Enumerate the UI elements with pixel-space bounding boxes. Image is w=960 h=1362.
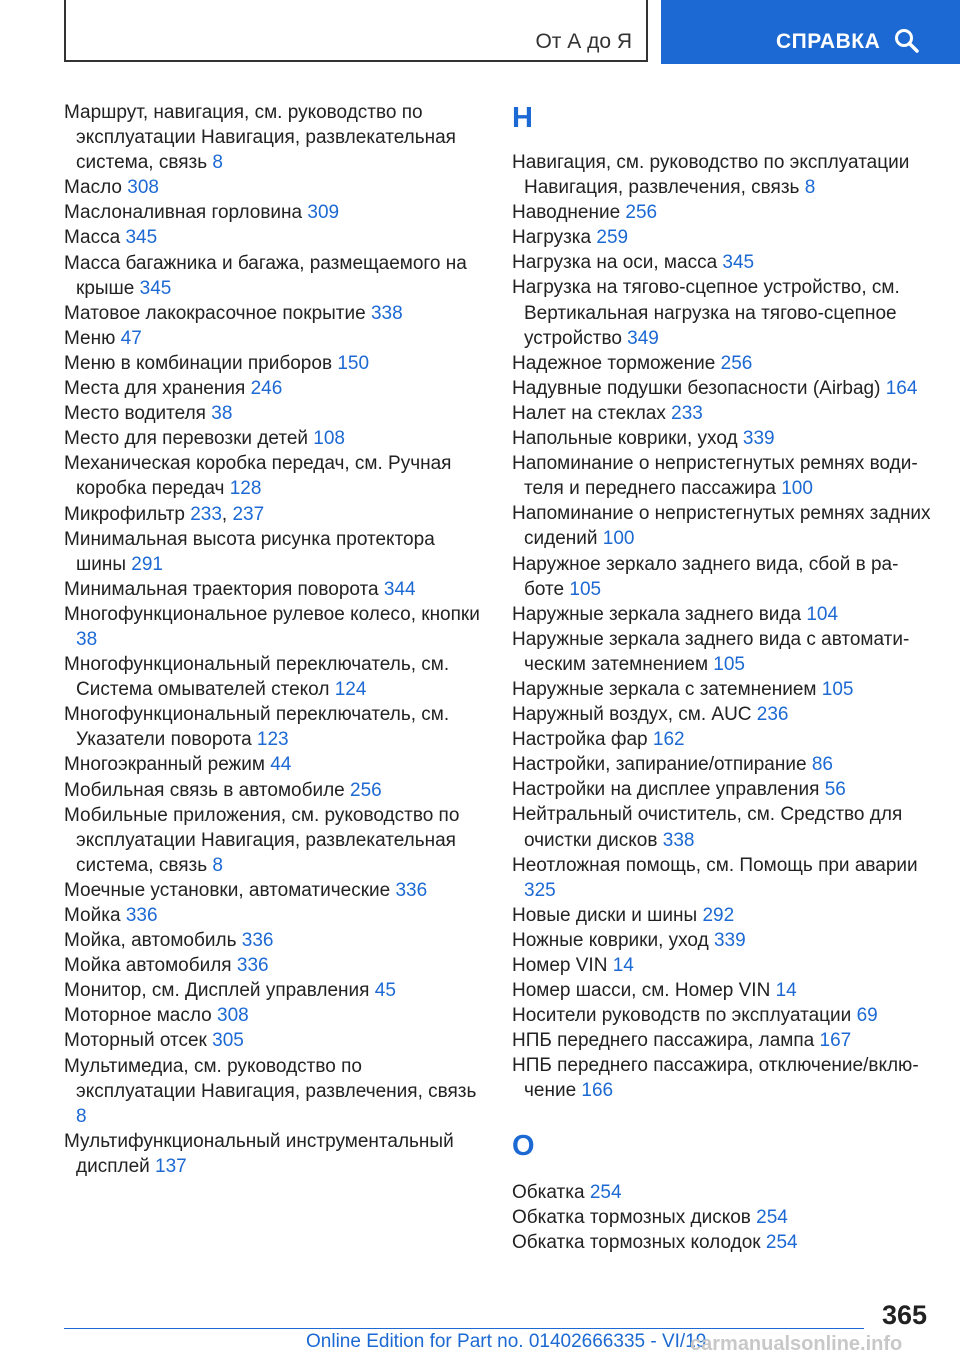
index-entry-text: Место для перевозки детей bbox=[64, 428, 309, 450]
help-tab[interactable] bbox=[661, 0, 960, 64]
index-entry-text: Наружный воздух, см. AUC bbox=[512, 704, 752, 726]
index-entry bbox=[512, 250, 932, 275]
index-entry bbox=[512, 1003, 932, 1028]
index-entry bbox=[512, 752, 932, 777]
page-link[interactable]: 86 bbox=[811, 754, 833, 776]
index-entry-text: Меню в комбинации приборов bbox=[64, 352, 333, 374]
page-link[interactable]: 246 bbox=[250, 378, 283, 400]
index-entry-text: Наружные зеркала с затемнением bbox=[512, 678, 817, 700]
index-entry bbox=[512, 275, 932, 350]
edition-footer: Online Edition for Part no. 01402666335 - VI/19 bbox=[306, 1331, 707, 1352]
index-entry bbox=[64, 702, 484, 752]
page-link[interactable]: 137 bbox=[155, 1155, 187, 1177]
index-entry bbox=[64, 301, 484, 326]
index-entry-text: Номер шасси, см. Номер VIN bbox=[512, 980, 771, 1002]
index-entry bbox=[512, 1053, 932, 1103]
index-entry-text: Неотложная помощь, см. Помощь при аварии bbox=[512, 854, 918, 876]
index-entry bbox=[64, 928, 484, 953]
section-letter-o: О bbox=[512, 1129, 535, 1162]
index-entry-text: Напоминание о непристегнутых ремнях водителя и переднего пассажира bbox=[512, 453, 918, 500]
page-link[interactable]: 108 bbox=[313, 428, 345, 450]
index-entry bbox=[512, 928, 932, 953]
page-link[interactable]: 105 bbox=[713, 653, 745, 675]
index-entry-text: Навигация, см. руководство по эксплуатации Навигация, развлечения, связь bbox=[512, 152, 910, 199]
index-column-left bbox=[64, 100, 484, 1179]
page-link[interactable]: 336 bbox=[125, 905, 158, 926]
search-icon[interactable] bbox=[894, 28, 920, 54]
page-link[interactable]: 338 bbox=[662, 829, 695, 851]
index-entry-text: Мультифункциональный инструментальный дисплей bbox=[64, 1130, 454, 1177]
page-link[interactable]: 44 bbox=[270, 754, 292, 776]
index-entry bbox=[512, 1205, 932, 1230]
index-entry-text: Настройка фар bbox=[512, 729, 648, 751]
index-entry bbox=[512, 802, 932, 852]
index-entry-text: Моторное масло bbox=[64, 1005, 212, 1027]
index-entry bbox=[512, 727, 932, 752]
index-entry-text: Мультимедиа, см. руководство по эксплуатации Навигация, развлечения, связь bbox=[64, 1055, 477, 1102]
page-link[interactable]: 45 bbox=[374, 980, 396, 1002]
index-entry bbox=[64, 1028, 484, 1053]
index-entry-text: Мобильная связь в автомобиле bbox=[64, 779, 345, 801]
index-entry-text: Многоэкранный режим bbox=[64, 754, 265, 776]
index-entry-text: Обкатка тормозных дисков bbox=[512, 1206, 751, 1228]
page-link[interactable]: 254 bbox=[589, 1181, 622, 1203]
index-entry bbox=[64, 251, 484, 301]
index-entry-text: Многофункциональное рулевое колесо, кнопки bbox=[64, 603, 480, 625]
index-entry-text: Моечные установки, автоматические bbox=[64, 879, 391, 901]
page-link[interactable]: 325 bbox=[524, 879, 556, 901]
index-entry-text: Мойка, автомобиль bbox=[64, 930, 237, 952]
index-entry bbox=[64, 803, 484, 878]
index-entry-text: Нагрузка на оси, масса bbox=[512, 252, 718, 274]
page-link[interactable]: 124 bbox=[334, 679, 367, 701]
index-entry bbox=[512, 953, 932, 978]
index-entry bbox=[512, 1028, 932, 1053]
index-entry-text: Настройки, запирание/отпирание bbox=[512, 754, 807, 776]
index-entry-text: Место водителя bbox=[64, 403, 206, 425]
index-entry bbox=[512, 702, 932, 727]
index-entry-text: Мойка bbox=[64, 905, 121, 926]
page-link[interactable]: 339 bbox=[713, 929, 746, 951]
index-entry-text: Ножные коврики, уход bbox=[512, 929, 709, 951]
index-entry bbox=[512, 451, 932, 501]
index-entry bbox=[64, 326, 484, 351]
index-entry-text: Номер VIN bbox=[512, 955, 608, 976]
index-entry bbox=[64, 903, 484, 928]
page-link[interactable]: 345 bbox=[125, 227, 158, 249]
index-entry-text: Моторный отсек bbox=[64, 1030, 207, 1052]
page-link[interactable]: 254 bbox=[756, 1206, 788, 1228]
page-link[interactable]: 236 bbox=[756, 704, 789, 726]
section-letter-n: Н bbox=[512, 102, 533, 134]
page-link[interactable]: 338 bbox=[370, 302, 403, 324]
index-entry bbox=[512, 351, 932, 376]
index-entry-text: Налет на стеклах bbox=[512, 402, 666, 424]
index-entry bbox=[512, 1180, 932, 1205]
index-entry bbox=[512, 903, 932, 928]
index-entry-text: Нейтральный очиститель, см. Средство для очистки дисков bbox=[512, 804, 903, 851]
index-entry bbox=[64, 752, 484, 777]
page-link[interactable]: 233 bbox=[190, 503, 222, 525]
index-entry bbox=[64, 451, 484, 501]
index-entry-text: Масло bbox=[64, 177, 122, 199]
index-entry-text: Надувные подушки безопасности (Airbag) bbox=[512, 377, 881, 399]
index-entry bbox=[64, 200, 484, 225]
index-entry-text: Монитор, см. Дисплей управления bbox=[64, 980, 370, 1002]
page-link[interactable]: 8 bbox=[212, 854, 223, 876]
page-link[interactable]: 349 bbox=[627, 327, 659, 349]
index-entry bbox=[64, 426, 484, 451]
page-link[interactable]: 336 bbox=[395, 879, 428, 901]
page-link[interactable]: 309 bbox=[307, 202, 340, 224]
page-link[interactable]: 259 bbox=[596, 227, 629, 249]
index-entry-text: Матовое лакокрасочное покрытие bbox=[64, 302, 366, 324]
index-entry-text: Надежное торможение bbox=[512, 352, 716, 374]
index-entry bbox=[64, 778, 484, 803]
page-link[interactable]: 339 bbox=[742, 428, 775, 450]
index-entry-text: Микрофильтр bbox=[64, 503, 185, 525]
page-link[interactable]: 8 bbox=[76, 1105, 87, 1127]
page-link[interactable]: 254 bbox=[765, 1231, 798, 1253]
index-entry-text: Маслоналивная горловина bbox=[64, 202, 303, 224]
page-link[interactable]: 105 bbox=[821, 678, 854, 700]
index-entry bbox=[512, 677, 932, 702]
page-link[interactable]: 8 bbox=[804, 177, 816, 199]
page-link[interactable]: 14 bbox=[612, 955, 634, 976]
page-link[interactable]: 69 bbox=[856, 1005, 878, 1027]
page-link[interactable]: 336 bbox=[241, 930, 274, 952]
page-link[interactable]: 308 bbox=[127, 177, 159, 199]
index-entry-text: Минимальная высота рисунка протектора шины bbox=[64, 528, 435, 575]
page-link[interactable]: 291 bbox=[131, 553, 163, 575]
index-entry bbox=[64, 878, 484, 903]
page-link[interactable]: 100 bbox=[602, 528, 635, 550]
index-tab[interactable] bbox=[64, 0, 648, 62]
index-entry: Микрофильтр 233, 237 bbox=[64, 503, 265, 525]
index-entry bbox=[64, 1129, 484, 1179]
page-link[interactable]: 256 bbox=[720, 352, 753, 374]
index-entry-text: НПБ переднего пассажира, лампа bbox=[512, 1030, 815, 1052]
index-entry-text: Наружные зеркала заднего вида bbox=[512, 603, 802, 625]
footer-divider bbox=[64, 1328, 864, 1329]
page-number: 365 bbox=[881, 1300, 927, 1330]
page-link[interactable]: 8 bbox=[212, 152, 223, 174]
page-link[interactable]: 14 bbox=[775, 980, 797, 1002]
page-link[interactable]: 104 bbox=[806, 603, 839, 625]
index-entry bbox=[64, 401, 484, 426]
page-link[interactable]: 336 bbox=[236, 955, 269, 977]
page-link[interactable]: 344 bbox=[383, 578, 416, 600]
index-entry bbox=[512, 401, 932, 426]
index-entry-text: Наводнение bbox=[512, 202, 621, 224]
index-entry bbox=[512, 777, 932, 802]
index-entry-text: Маршрут, навигация, см. руководство по эксплуатации Навигация, развлекательная система, связь bbox=[64, 102, 456, 174]
index-entry-text: Мойка автомобиля bbox=[64, 955, 232, 977]
index-entry-text: Механическая коробка передач, см. Ручная коробка передач bbox=[64, 453, 452, 500]
index-entry-text: Места для хранения bbox=[64, 378, 246, 400]
page-link[interactable]: 305 bbox=[212, 1030, 244, 1052]
index-entry bbox=[64, 1003, 484, 1028]
index-entry-text: Наружные зеркала заднего вида с автоматическим затемнением bbox=[512, 628, 910, 675]
index-entry bbox=[64, 376, 484, 401]
page-link[interactable]: 345 bbox=[139, 277, 172, 299]
index-entry bbox=[64, 953, 484, 978]
watermark: carmanualsonline.info bbox=[690, 1333, 903, 1355]
index-entry bbox=[512, 602, 932, 627]
page-link[interactable]: 166 bbox=[581, 1080, 614, 1102]
index-entry-text: Напольные коврики, уход bbox=[512, 428, 738, 450]
page-link[interactable]: 123 bbox=[256, 729, 289, 751]
index-entry bbox=[64, 100, 484, 175]
index-entry-text: Мобильные приложения, см. руководство по эксплуатации Навигация, развлекательная система, связь bbox=[64, 804, 460, 876]
index-entry bbox=[512, 376, 932, 401]
index-entry bbox=[64, 652, 484, 702]
index-entry-text: Многофункциональный переключатель, см. Система омывателей стекол bbox=[64, 654, 450, 701]
index-entry-text: Обкатка тормозных колодок bbox=[512, 1231, 761, 1253]
index-entry bbox=[512, 853, 932, 903]
page-link[interactable]: 100 bbox=[781, 478, 813, 500]
help-tab-label: СПРАВКА bbox=[776, 30, 881, 53]
index-entry-text: Носители руководств по эксплуатации bbox=[512, 1005, 852, 1027]
index-entry-text: Нагрузка bbox=[512, 227, 592, 249]
index-entry-text: Многофункциональный переключатель, см. Указатели поворота bbox=[64, 704, 450, 751]
index-entry bbox=[512, 501, 932, 551]
index-entry bbox=[64, 225, 484, 250]
index-entry-text: Масса bbox=[64, 227, 121, 249]
index-entry-text: Масса багажника и багажа, размещаемого на крыше bbox=[64, 252, 467, 299]
index-entry-text: Минимальная траектория поворота bbox=[64, 578, 379, 600]
index-entry-text: Настройки на дисплее управления bbox=[512, 779, 820, 801]
index-entry bbox=[64, 577, 484, 602]
index-entry-text: Нагрузка на тягово-сцепное устройство, см. Вертикальная нагрузка на тягово-сцепное устройство bbox=[512, 277, 900, 349]
page-link[interactable]: 308 bbox=[217, 1005, 249, 1027]
index-entry bbox=[512, 426, 932, 451]
index-entry-text: Новые диски и шины bbox=[512, 904, 698, 926]
index-entry bbox=[64, 351, 484, 376]
index-entry bbox=[64, 1054, 484, 1129]
page-link[interactable]: 128 bbox=[229, 478, 262, 500]
page-link[interactable]: 237 bbox=[232, 503, 265, 525]
index-entry bbox=[64, 527, 484, 577]
index-entry bbox=[64, 978, 484, 1003]
page-link[interactable]: 38 bbox=[211, 403, 233, 425]
index-entry bbox=[64, 602, 484, 652]
page-link[interactable]: 150 bbox=[337, 352, 370, 374]
page-link[interactable]: 47 bbox=[120, 327, 142, 349]
index-entry-text: Напоминание о непристегнутых ремнях задних сидений bbox=[512, 503, 931, 550]
section-n-list bbox=[512, 150, 932, 1104]
page-link[interactable]: 233 bbox=[671, 402, 703, 424]
index-entry-text: Наружное зеркало заднего вида, сбой в работе bbox=[512, 553, 899, 600]
page-link[interactable]: 256 bbox=[350, 779, 382, 801]
index-entry-text: Меню bbox=[64, 327, 116, 349]
page-link[interactable]: 56 bbox=[824, 779, 846, 801]
page-link[interactable]: 162 bbox=[652, 729, 685, 751]
index-entry bbox=[512, 552, 932, 602]
index-entry bbox=[512, 200, 932, 225]
index-tab-label: От А до Я bbox=[535, 30, 632, 53]
index-entry bbox=[512, 150, 932, 200]
page-link[interactable]: 256 bbox=[625, 202, 658, 224]
page-link[interactable]: 292 bbox=[702, 904, 735, 926]
index-entry bbox=[64, 175, 484, 200]
index-column-right bbox=[512, 100, 932, 1255]
index-entry bbox=[512, 978, 932, 1003]
index-entry bbox=[512, 1230, 932, 1255]
index-entry-text: Обкатка bbox=[512, 1181, 585, 1203]
page-link[interactable]: 105 bbox=[569, 578, 602, 600]
page-link[interactable]: 164 bbox=[885, 377, 918, 399]
index-entry bbox=[512, 225, 932, 250]
page-link[interactable]: 167 bbox=[819, 1030, 852, 1052]
index-entry bbox=[512, 627, 932, 677]
section-o-list bbox=[512, 1180, 932, 1255]
page-link[interactable]: 345 bbox=[722, 252, 755, 274]
page-link[interactable]: 38 bbox=[76, 628, 98, 650]
index-entry-text: НПБ переднего пассажира, отключение/включение bbox=[512, 1055, 919, 1102]
